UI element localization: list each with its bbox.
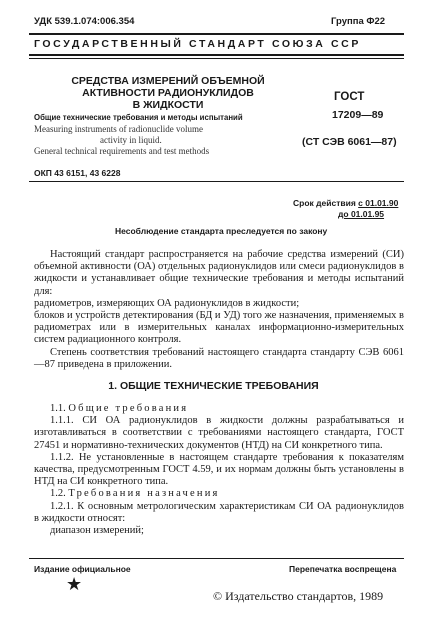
gost-label: ГОСТ xyxy=(334,91,365,103)
group-code: Группа Ф22 xyxy=(331,16,386,27)
subsection-1-1-number: 1.1. xyxy=(50,403,66,414)
footer-rule xyxy=(29,558,404,559)
title-line-2: АКТИВНОСТИ РАДИОНУКЛИДОВ xyxy=(82,87,254,99)
english-line-2: activity in liquid. xyxy=(100,135,162,145)
official-edition: Издание официальное xyxy=(34,564,131,574)
gost-number: 17209—89 xyxy=(332,109,384,121)
subsection-1-1 xyxy=(34,403,404,415)
intro-item-detectors: блоков и устройств детектирования (БД и УД) того же назначения, применяемых в радиометрах или в измерительных каналах информационно-измерительных систем радиационного контроля. xyxy=(34,310,404,346)
validity-from xyxy=(293,198,398,208)
title-rule-top xyxy=(29,54,404,56)
intro-paragraph: Настоящий стандарт распространяется на рабочие средства измерений (СИ) объемной активности (ОА) отдельных радионуклидов или смеси радионуклидов в жидкости и устанавливает общие технические требования и методы испытаний для: xyxy=(34,249,404,297)
clause-1-2-1: 1.2.1. К основным метрологическим характеристикам СИ ОА радионуклидов в жидкости относят: xyxy=(34,500,404,524)
title-rule-bottom xyxy=(29,58,404,59)
legal-notice: Несоблюдение стандарта преследуется по закону xyxy=(115,226,328,236)
subsection-1-2-number: 1.2. xyxy=(50,488,66,500)
subsection-1-1-title: Общие требования xyxy=(68,403,189,414)
document-title xyxy=(60,75,276,111)
english-title xyxy=(34,124,284,157)
title-line-3: В ЖИДКОСТИ xyxy=(132,99,204,111)
subsection-1-2-title: Требования назначения xyxy=(68,488,220,500)
udk-code: УДК 539.1.074:006.354 xyxy=(34,16,135,27)
star-icon: ★ xyxy=(66,574,83,594)
section-text xyxy=(34,403,404,537)
english-line-3: General technical requirements and test methods xyxy=(34,146,210,156)
intro-text xyxy=(34,249,404,371)
clause-1-1-1: 1.1.1. СИ ОА радионуклидов в жидкости должны разрабатываться и изготавливаться в соответствии с требованиями настоящего стандарта, ГОСТ 27451 и нормативно-технических документов (НТД) на СИ конкретного типа. xyxy=(34,415,404,451)
validity-label: Срок действия xyxy=(293,198,356,208)
okp-code: ОКП 43 6151, 43 6228 xyxy=(34,168,121,178)
intro-item-radiometers: радиометров, измеряющих ОА радионуклидов в жидкости; xyxy=(34,297,300,309)
standard-title: ГОСУДАРСТВЕННЫЙ СТАНДАРТ СОЮЗА ССР xyxy=(34,38,361,50)
title-line-1: СРЕДСТВА ИЗМЕРЕНИЙ ОБЪЕМНОЙ xyxy=(71,75,265,87)
clause-1-2-1-item: диапазон измерений; xyxy=(50,525,144,537)
okp-rule xyxy=(29,181,404,182)
section-heading: 1. ОБЩИЕ ТЕХНИЧЕСКИЕ ТРЕБОВАНИЯ xyxy=(108,380,319,392)
subtitle-russian: Общие технические требования и методы испытаний xyxy=(34,113,243,122)
sev-reference: (СТ СЭВ 6061—87) xyxy=(302,136,397,148)
copyright: © Издательство стандартов, 1989 xyxy=(213,589,384,603)
subsection-1-2 xyxy=(34,488,404,500)
clause-1-1-2: 1.1.2. Не установленные в настоящем стандарте требования к показателям качества, предусмотренным ГОСТ 4.59, и их нормам должны быть установлены в НТД на СИ конкретного типа. xyxy=(34,451,404,488)
top-rule xyxy=(29,33,404,35)
reprint-notice: Перепечатка воспрещена xyxy=(289,564,397,574)
validity-to-date: до 01.01.95 xyxy=(338,209,385,219)
english-line-1: Measuring instruments of radionuclide volume xyxy=(34,124,203,134)
validity-from-date: с 01.01.90 xyxy=(358,198,399,208)
intro-compliance: Степень соответствия требований настоящего стандарта стандарту СЭВ 6061—87 приведена в приложении. xyxy=(34,346,404,370)
